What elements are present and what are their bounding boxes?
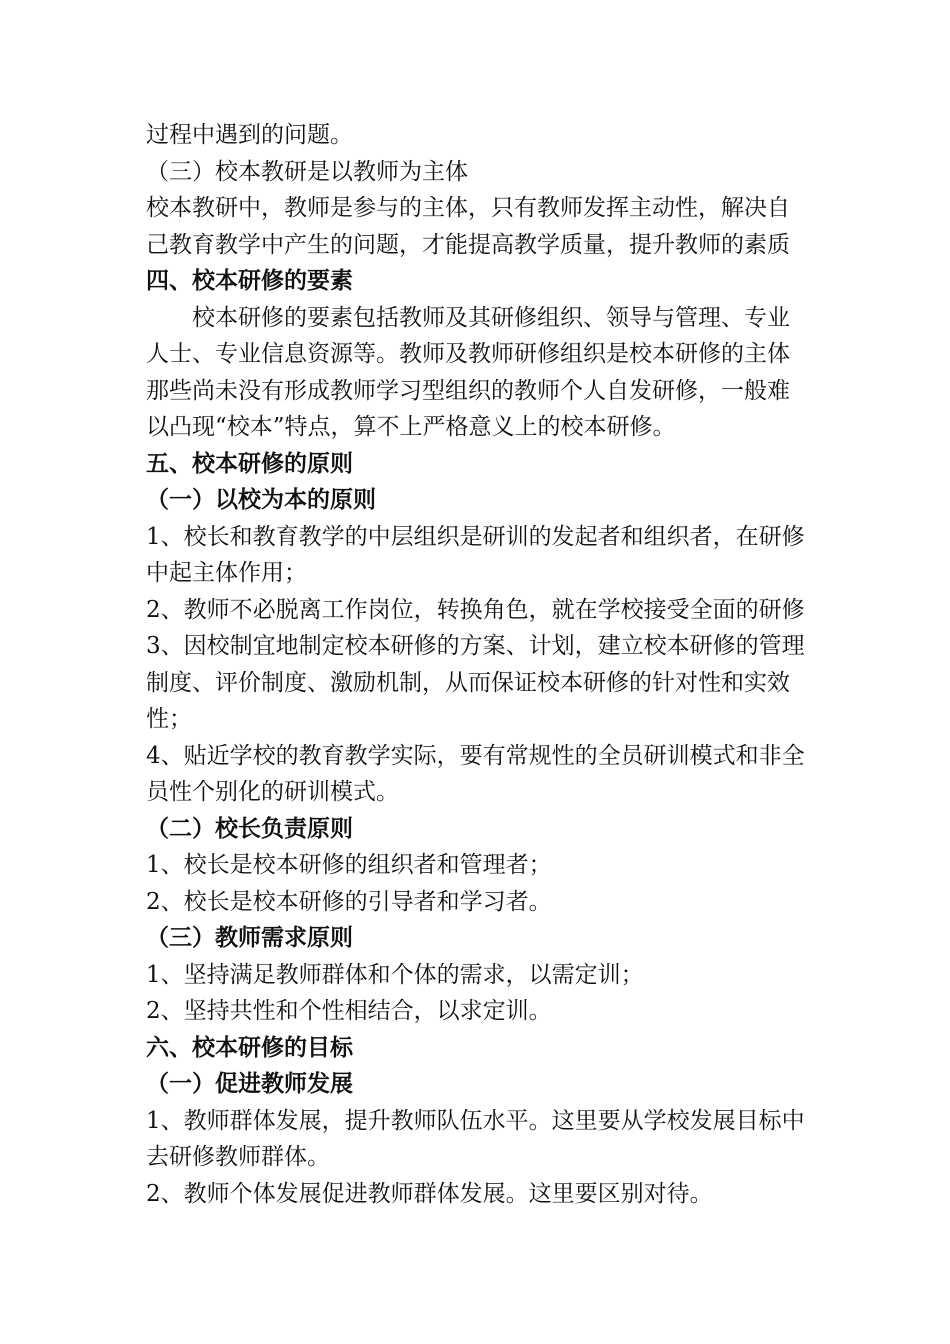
section-heading: 五、校本研修的原则 [146, 449, 353, 477]
text-line: 那些尚未没有形成教师学习型组织的教师个人自发研修，一般难 [146, 377, 790, 404]
text-line: 过程中遇到的问题。 [146, 122, 353, 148]
section-heading: （二）校长负责原则 [146, 814, 353, 842]
text-line: 1、校长和教育教学的中层组织是研训的发起者和组织者，在研修 [146, 523, 805, 550]
text-line: 制度、评价制度、激励机制，从而保证校本研修的针对性和实效 [146, 669, 790, 696]
text-line: 己教育教学中产生的问题，才能提高教学质量，提升教师的素质 [146, 231, 790, 258]
text-line: 校本教研中，教师是参与的主体，只有教师发挥主动性，解决自 [146, 195, 790, 221]
text-line: 以凸现“校本”特点，算不上严格意义上的校本研修。 [146, 414, 676, 440]
text-line: 1、坚持满足教师群体和个体的需求，以需定训； [146, 961, 644, 988]
section-heading: 四、校本研修的要素 [146, 267, 353, 294]
text-line: 人士、专业信息资源等。教师及教师研修组织是校本研修的主体 [146, 341, 790, 367]
text-line: （三）校本教研是以教师为主体 [146, 158, 468, 185]
text-line: 3、因校制宜地制定校本研修的方案、计划，建立校本研修的管理 [146, 633, 805, 659]
section-heading: 六、校本研修的目标 [146, 1033, 353, 1061]
section-heading: （一）以校为本的原则 [146, 486, 376, 513]
text-line: 2、教师个体发展促进教师群体发展。这里要区别对待。 [146, 1180, 713, 1207]
section-heading: （一）促进教师发展 [146, 1070, 353, 1097]
text-line: 2、校长是校本研修的引导者和学习者。 [146, 888, 552, 915]
text-line: 性； [146, 706, 192, 732]
text-line: 1、教师群体发展，提升教师队伍水平。这里要从学校发展目标中 [146, 1107, 805, 1134]
text-line: 中起主体作用； [146, 560, 307, 586]
section-heading: （三）教师需求原则 [146, 924, 353, 951]
text-line: 校本研修的要素包括教师及其研修组织、领导与管理、专业 [192, 304, 790, 331]
text-line: 2、教师不必脱离工作岗位，转换角色，就在学校接受全面的研修 [146, 596, 805, 623]
document-body [146, 117, 810, 1212]
text-line: 去研修教师群体。 [146, 1144, 330, 1170]
text-line: 2、坚持共性和个性相结合，以求定训。 [146, 998, 552, 1024]
text-line: 4、贴近学校的教育教学实际，要有常规性的全员研训模式和非全 [146, 742, 805, 769]
text-line: 1、校长是校本研修的组织者和管理者； [146, 852, 552, 878]
text-line: 员性个别化的研训模式。 [146, 779, 399, 805]
